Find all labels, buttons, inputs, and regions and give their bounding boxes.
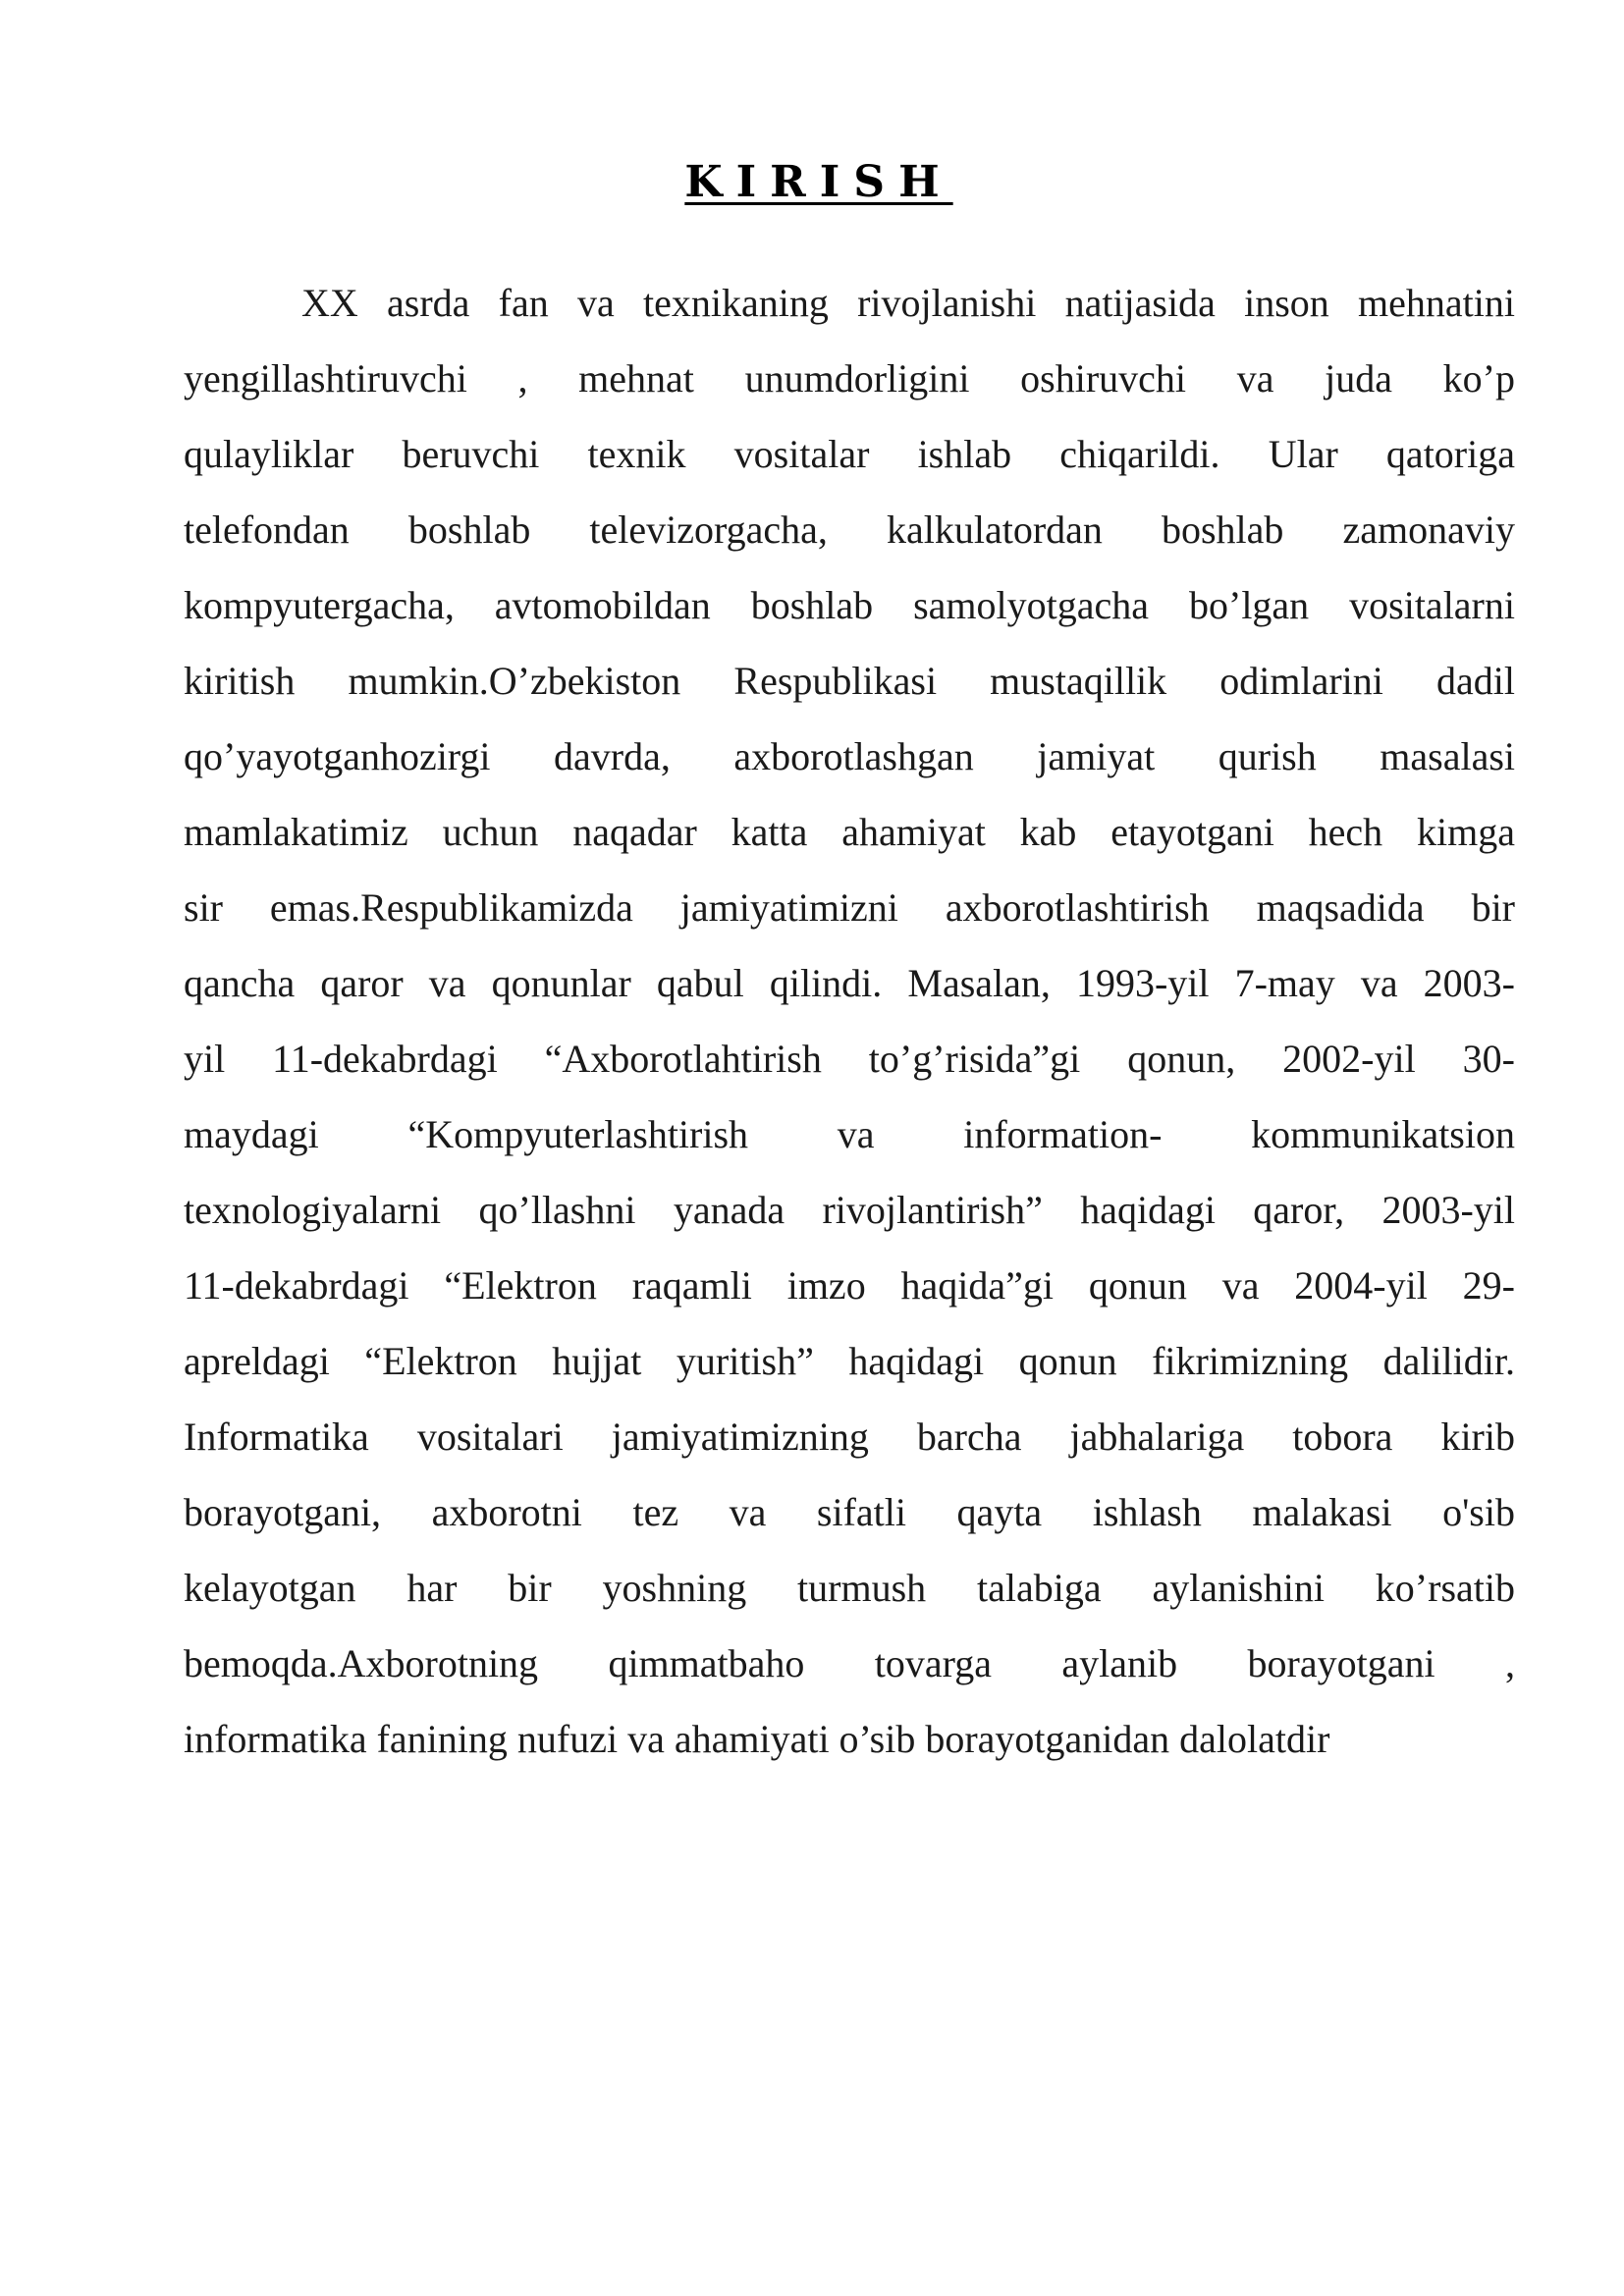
paragraph-line: yengillashtiruvchi , mehnat unumdorligini oshiruvchi va juda ko’p: [184, 356, 1515, 400]
paragraph-line: texnologiyalarni qo’llashni yanada rivojlantirish” haqidagi qaror, 2003-yil: [184, 1188, 1515, 1232]
paragraph-line: borayotgani, axborotni tez va sifatli qayta ishlash malakasi o'sib: [184, 1490, 1515, 1534]
paragraph-line: apreldagi “Elektron hujjat yuritish” haqidagi qonun fikrimizning dalilidir.: [184, 1339, 1515, 1383]
paragraph-line: kelayotgan har bir yoshning turmush talabiga aylanishini ko’rsatib: [184, 1566, 1515, 1610]
paragraph-line: telefondan boshlab televizorgacha, kalkulatordan boshlab zamonaviy: [184, 507, 1515, 552]
paragraph-line: sir emas.Respublikamizda jamiyatimizni axborotlashtirish maqsadida bir: [184, 885, 1515, 930]
paragraph-line: qo’yayotganhozirgi davrda, axborotlashgan jamiyat qurish masalasi: [184, 734, 1515, 778]
paragraph-line: kiritish mumkin.O’zbekiston Respublikasi mustaqillik odimlarini dadil: [184, 659, 1515, 703]
paragraph-line: bemoqda.Axborotning qimmatbaho tovarga aylanib borayotgani ,: [184, 1641, 1515, 1685]
body-paragraph: [184, 265, 1515, 1777]
paragraph-line: informatika fanining nufuzi va ahamiyati o’sib borayotganidan dalolatdir: [184, 1717, 1330, 1761]
paragraph-line: mamlakatimiz uchun naqadar katta ahamiyat kab etayotgani hech kimga: [184, 810, 1515, 854]
paragraph-line: maydagi “Kompyuterlashtirish va information- kommunikatsion: [184, 1112, 1515, 1156]
paragraph-line: yil 11-dekabrdagi “Axborotlahtirish to’g’risida”gi qonun, 2002-yil 30-: [184, 1037, 1515, 1081]
page-title-text: KIRISH: [684, 157, 953, 207]
paragraph-line: Informatika vositalari jamiyatimizning barcha jabhalariga tobora kirib: [184, 1415, 1515, 1459]
paragraph-line: qancha qaror va qonunlar qabul qilindi. Masalan, 1993-yil 7-may va 2003-: [184, 961, 1515, 1005]
paragraph-line: XX asrda fan va texnikaning rivojlanishi natijasida inson mehnatini: [301, 281, 1515, 325]
page-title: [0, 155, 1624, 210]
paragraph-line: qulayliklar beruvchi texnik vositalar ishlab chiqarildi. Ular qatoriga: [184, 432, 1515, 476]
paragraph-line: 11-dekabrdagi “Elektron raqamli imzo haqida”gi qonun va 2004-yil 29-: [184, 1263, 1515, 1308]
paragraph-line: kompyutergacha, avtomobildan boshlab samolyotgacha bo’lgan vositalarni: [184, 583, 1515, 627]
